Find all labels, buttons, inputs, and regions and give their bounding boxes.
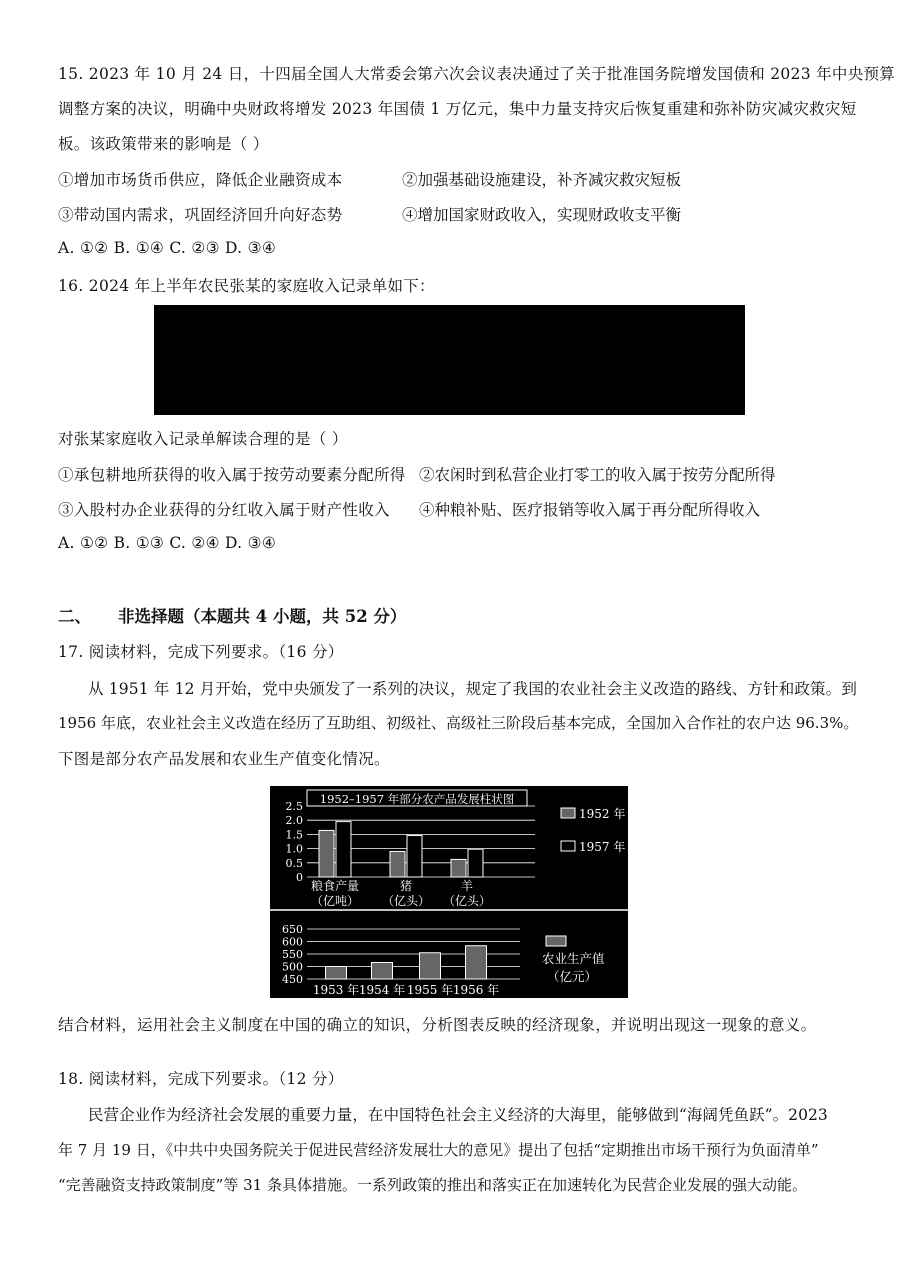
category-label: 猪	[399, 879, 413, 893]
bar	[372, 963, 393, 980]
q16-prompt: 对张某家庭收入记录单解读合理的是（ ）	[58, 430, 348, 448]
y-tick-label: 550	[282, 948, 303, 961]
q16-option-2: ②农闲时到私营企业打零工的收入属于按劳分配所得	[419, 466, 776, 484]
y-tick-label: 600	[282, 935, 303, 949]
section-number: 二、	[58, 607, 91, 626]
agriculture-charts-svg	[270, 786, 628, 998]
category-unit-label: （亿头）	[381, 894, 431, 908]
section-title: 非选择题（本题共 4 小题，共 52 分）	[118, 607, 407, 626]
category-label: 1953 年	[312, 983, 360, 997]
q18-stem: 18. 阅读材料，完成下列要求。（12 分）	[58, 1070, 344, 1088]
bar	[319, 830, 334, 877]
q16-option-1: ①承包耕地所获得的收入属于按劳动要素分配所得	[58, 466, 406, 484]
output-value-bar-chart	[282, 923, 605, 997]
y-tick-label: 2.0	[285, 814, 303, 828]
bar	[326, 967, 347, 980]
q15-option-2: ②加强基础设施建设，补齐减灾救灾短板	[402, 171, 682, 189]
bar	[466, 946, 487, 979]
q18-paragraph-2: 年 7 月 19 日，《中共中央国务院关于促进民营经济发展壮大的意见》提出了包括“定期推出市场干预行为负面清单”	[58, 1141, 819, 1159]
category-label: 1956 年	[452, 983, 500, 997]
bar	[468, 849, 483, 877]
agriculture-figure	[270, 786, 628, 998]
products-bar-chart	[286, 790, 626, 908]
q16-stem: 16. 2024 年上半年农民张某的家庭收入记录单如下：	[58, 277, 435, 295]
category-unit-label: （亿吨）	[310, 894, 360, 908]
q15-answers: A. ①② B. ①④ C. ②③ D. ③④	[58, 239, 277, 257]
y-tick-label: 500	[282, 960, 303, 974]
category-label: 1955 年	[406, 983, 454, 997]
q17-paragraph-3: 下图是部分农产品发展和农业生产值变化情况。	[58, 750, 390, 768]
category-label: 羊	[460, 879, 474, 893]
bar	[407, 836, 422, 877]
q17-stem: 17. 阅读材料，完成下列要求。（16 分）	[58, 643, 344, 661]
bar	[336, 822, 351, 877]
q16-answers: A. ①② B. ①③ C. ②④ D. ③④	[58, 534, 277, 552]
q17-paragraph-1: 从 1951 年 12 月开始，党中央颁发了一系列的决议，规定了我国的农业社会主义改造的路线、方针和政策。到	[88, 680, 857, 698]
legend-label: 1957 年	[579, 840, 626, 854]
q16-option-4: ④种粮补贴、医疗报销等收入属于再分配所得收入	[419, 501, 761, 519]
q18-paragraph-1: 民营企业作为经济社会发展的重要力量，在中国特色社会主义经济的大海里，能够做到“海阔凭鱼跃”。2023	[88, 1106, 828, 1124]
q15-option-1: ①增加市场货币供应，降低企业融资成本	[58, 171, 343, 189]
q17-task: 结合材料，运用社会主义制度在中国的确立的知识，分析图表反映的经济现象，并说明出现这一现象的意义。	[58, 1016, 817, 1034]
y-tick-label: 2.5	[285, 800, 303, 813]
redacted-income-table	[154, 305, 745, 415]
bar	[451, 859, 466, 877]
category-label: 粮食产量	[310, 879, 360, 893]
q15-line-1: 15. 2023 年 10 月 24 日，十四届全国人大常委会第六次会议表决通过了关于批准国务院增发国债和 2023 年中央预算	[58, 65, 896, 83]
y-tick-label: 1.5	[285, 828, 303, 842]
y-tick-label: 1.0	[285, 842, 303, 856]
chart-title: 1952–1957 年部分农产品发展柱状图	[319, 792, 515, 806]
legend-label: 1952 年	[579, 807, 626, 821]
y-tick-label: 650	[282, 923, 303, 936]
y-tick-label: 0.5	[285, 856, 303, 870]
bar	[420, 953, 441, 979]
category-unit-label: （亿头）	[442, 894, 492, 908]
bar	[390, 851, 405, 877]
y-tick-label: 0	[296, 871, 303, 884]
q15-line-2: 调整方案的决议，明确中央财政将增发 2023 年国债 1 万亿元，集中力量支持灾后恢复重建和弥补防灾减灾救灾短	[58, 100, 857, 118]
y-tick-label: 450	[282, 973, 303, 986]
legend-label: 农业生产值	[542, 951, 605, 966]
q15-option-3: ③带动国内需求，巩固经济回升向好态势	[58, 206, 343, 224]
legend-swatch	[546, 936, 566, 946]
q16-option-3: ③入股村办企业获得的分红收入属于财产性收入	[58, 501, 390, 519]
q18-paragraph-3: “完善融资支持政策制度”等 31 条具体措施。一系列政策的推出和落实正在加速转化为民营企业发展的强大动能。	[58, 1176, 807, 1194]
legend-swatch	[561, 841, 575, 851]
q15-line-3: 板。该政策带来的影响是（ ）	[58, 135, 269, 153]
q17-paragraph-2: 1956 年底，农业社会主义改造在经历了互助组、初级社、高级社三阶段后基本完成，全国加入合作社的农户达 96.3%。	[58, 714, 859, 732]
category-label: 1954 年	[358, 983, 406, 997]
legend-swatch	[561, 808, 575, 818]
legend-unit-label: （亿元）	[547, 969, 598, 984]
q15-option-4: ④增加国家财政收入，实现财政收支平衡	[402, 206, 682, 224]
